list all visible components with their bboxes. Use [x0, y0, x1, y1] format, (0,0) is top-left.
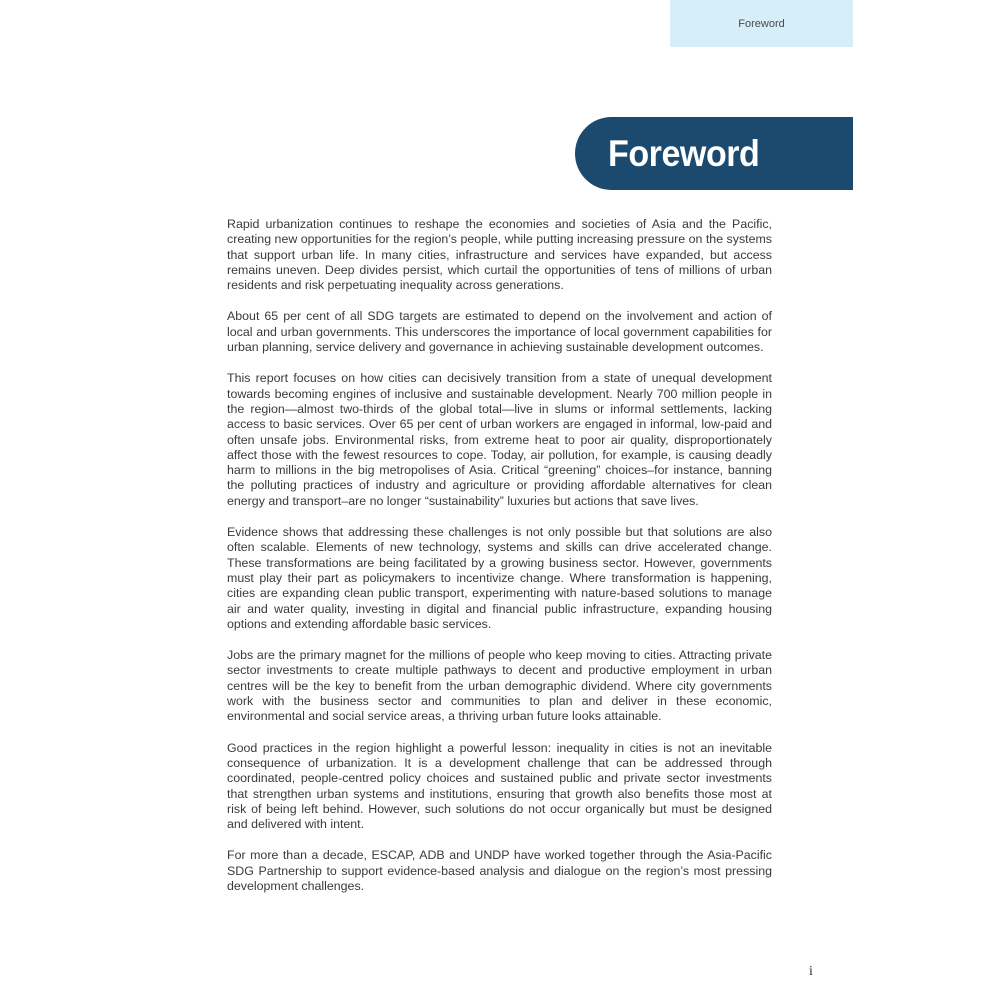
body-text: [227, 217, 772, 910]
page-title: Foreword: [608, 132, 760, 174]
paragraph-4: Evidence shows that addressing these challenges is not only possible but that solutions are also often scalable. Elements of new technology, systems and skills can drive accelerated change. These transformations are being facilitated by a growing business sector. However, governments must play their part as policymakers to incentivize change. Where transformation is happening, cities are expanding clean public transport, experimenting with nature-based solutions to manage air and water quality, investing in digital and financial public infrastructure, expanding housing options and extending affordable basic services.: [227, 525, 772, 631]
paragraph-3: This report focuses on how cities can decisively transition from a state of unequal development towards becoming engines of inclusive and sustainable development. Nearly 700 million people in the region—almost two-thirds of the global total—live in slums or informal settlements, lacking access to basic services. Over 65 per cent of urban workers are engaged in informal, low-paid and often unsafe jobs. Environmental risks, from extreme heat to poor air quality, disproportionately affect those with the fewest resources to cope. Today, air pollution, for example, is causing deadly harm to millions in the big metropolises of Asia. Critical “greening” choices–for instance, banning the polluting practices of industry and agriculture or providing affordable alternatives for clean energy and transport–are no longer “sustainability” luxuries but actions that save lives.: [227, 371, 772, 508]
paragraph-7: For more than a decade, ESCAP, ADB and UNDP have worked together through the Asia-Pacific SDG Partnership to support evidence-based analysis and dialogue on the region’s most pressing development challenges.: [227, 848, 772, 893]
section-header-tab: [670, 0, 853, 47]
paragraph-2: About 65 per cent of all SDG targets are estimated to depend on the involvement and action of local and urban governments. This underscores the importance of local government capabilities for urban planning, service delivery and governance in achieving sustainable development outcomes.: [227, 309, 772, 355]
section-header-label: Foreword: [738, 17, 785, 30]
paragraph-5: Jobs are the primary magnet for the millions of people who keep moving to cities. Attracting private sector investments to create multiple pathways to decent and productive employment in urban centres will be the key to benefit from the urban demographic dividend. Where city governments work with the business sector and communities to plan and deliver in these economic, environmental and social service areas, a thriving urban future looks attainable.: [227, 648, 772, 724]
page-number: i: [809, 964, 813, 979]
paragraph-6: Good practices in the region highlight a powerful lesson: inequality in cities is not an inevitable consequence of urbanization. It is a development challenge that can be addressed through coordinated, people-centred policy choices and sustained public and private sector investments that strengthen urban systems and institutions, ensuring that growth also benefits those most at risk of being left behind. However, such solutions do not occur organically but must be designed and delivered with intent.: [227, 740, 772, 832]
paragraph-1: Rapid urbanization continues to reshape the economies and societies of Asia and the Pacific, creating new opportunities for the region’s people, while putting increasing pressure on the systems that support urban life. In many cities, infrastructure and services have expanded, but access remains uneven. Deep divides persist, which curtail the opportunities of tens of millions of urban residents and risk perpetuating inequality across generations.: [227, 217, 772, 293]
title-banner: [575, 117, 853, 190]
